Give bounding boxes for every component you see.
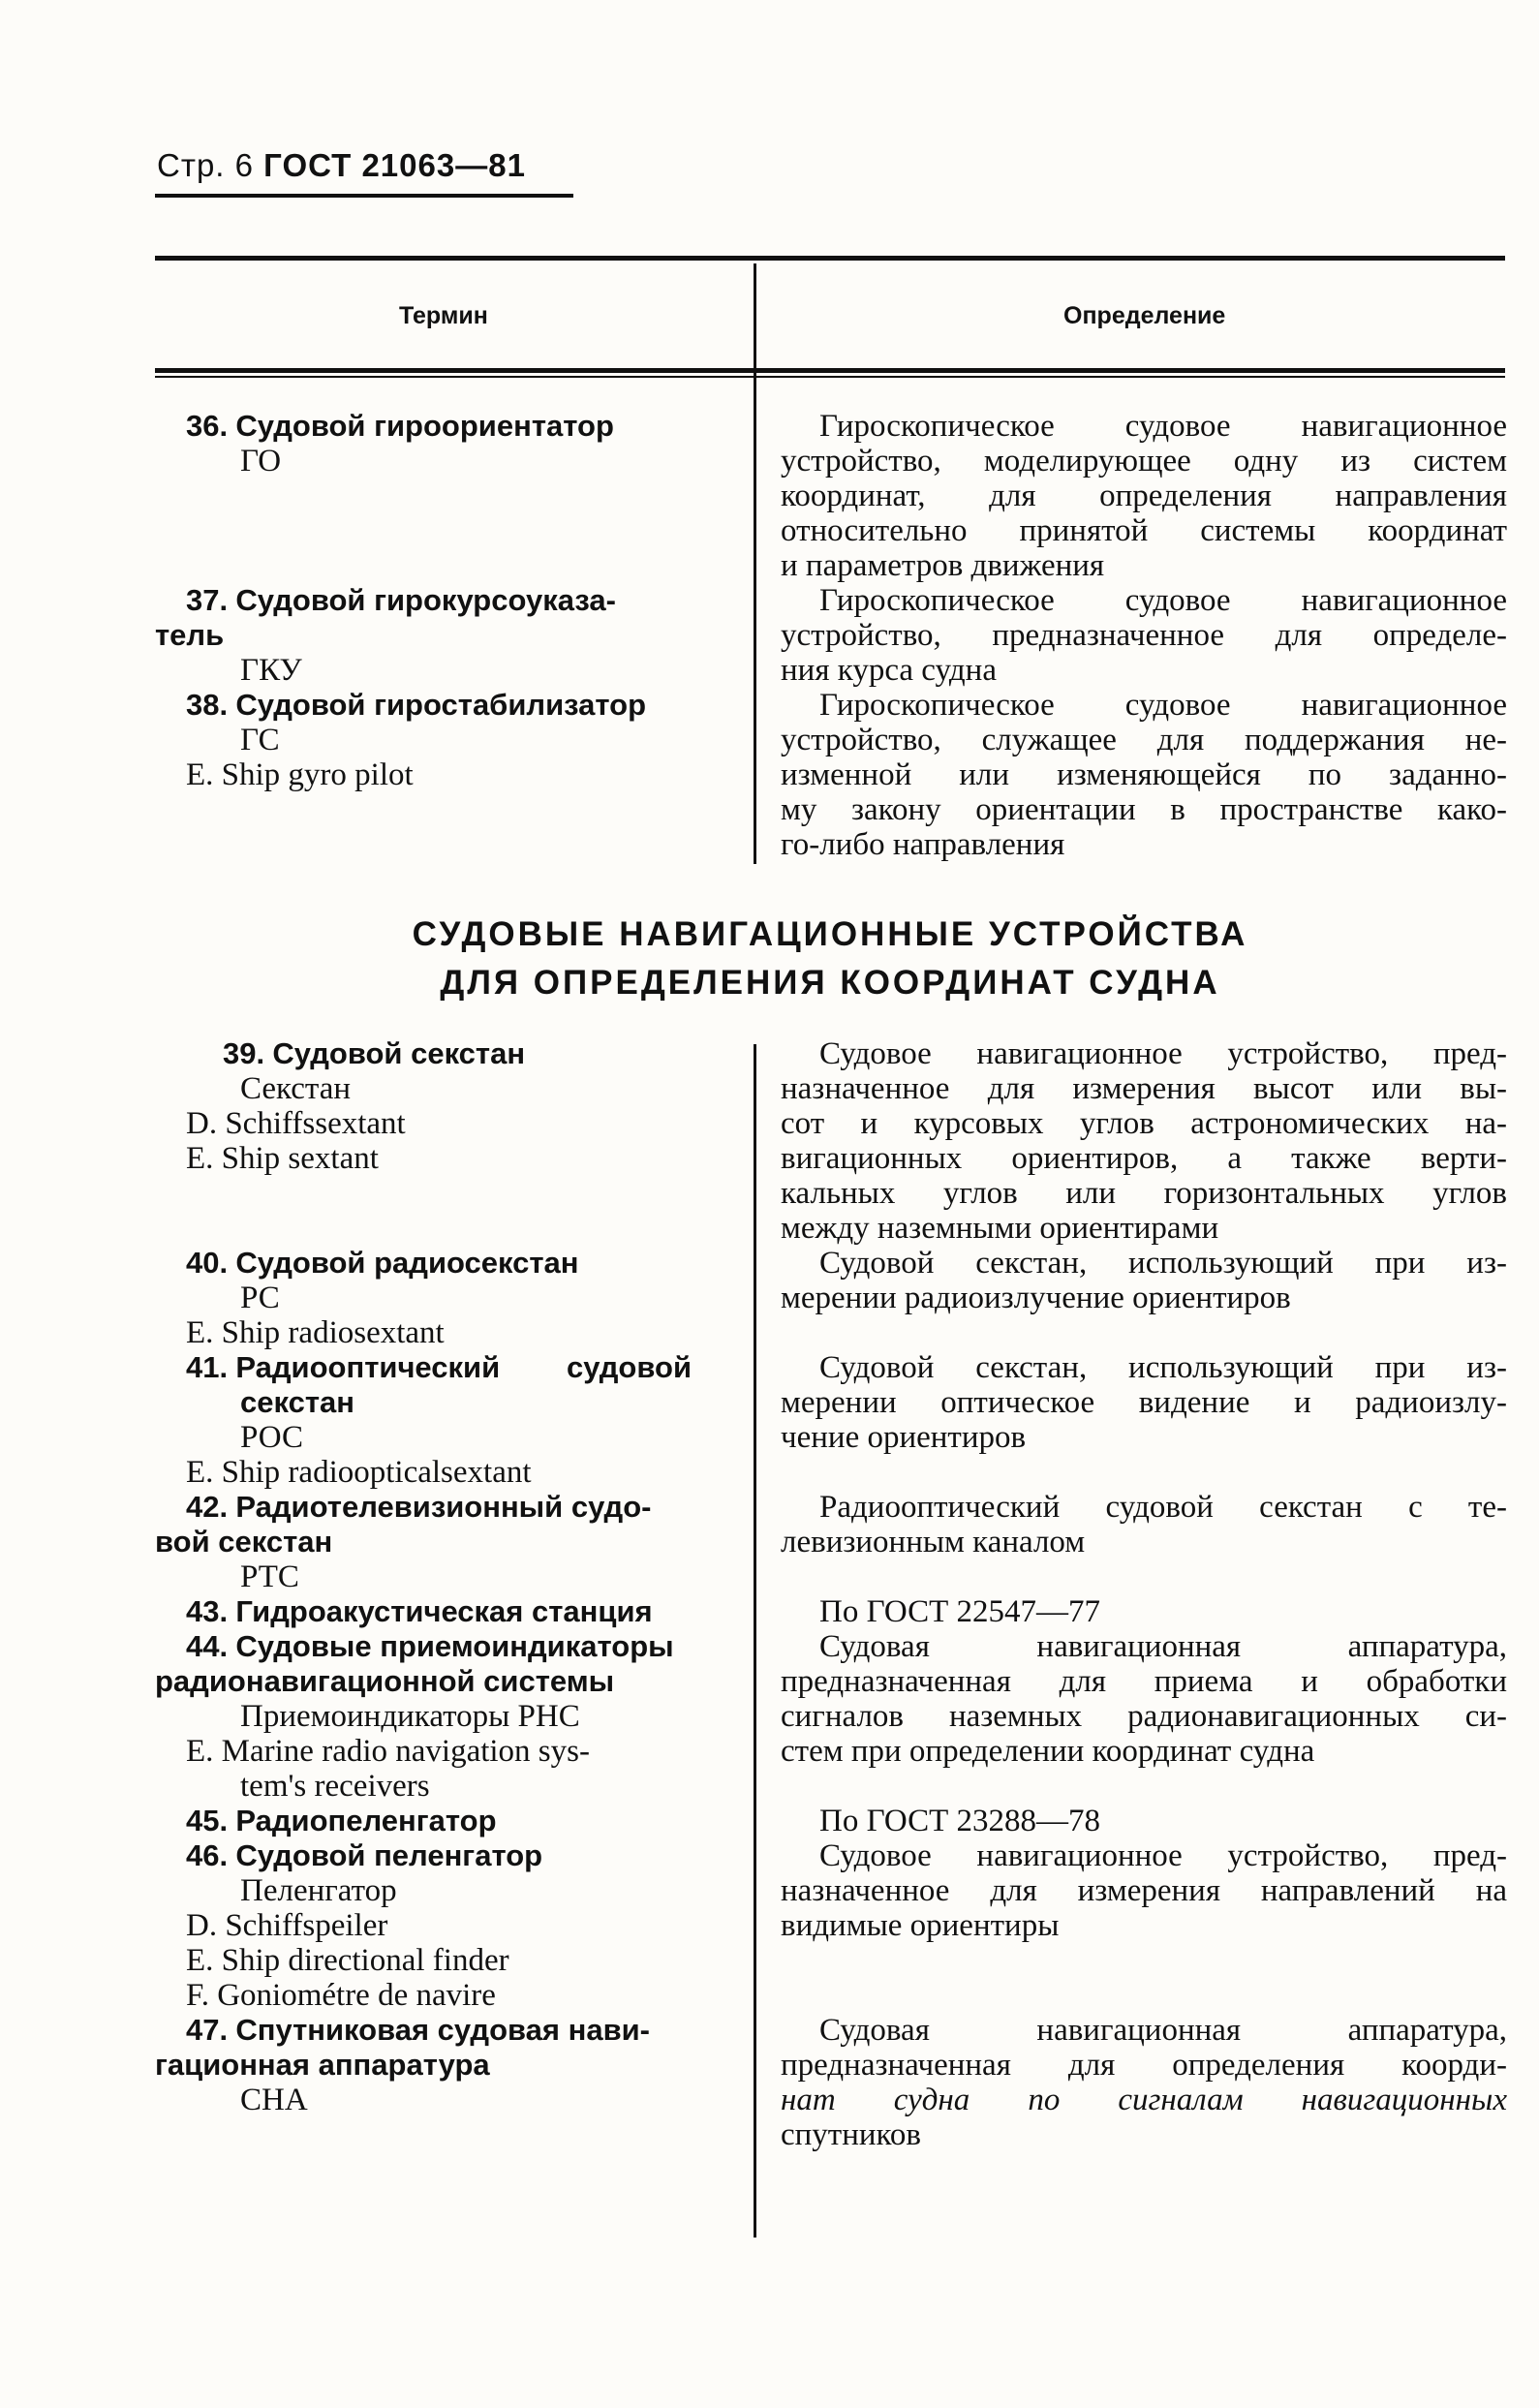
text-line: 41. (186, 1350, 229, 1384)
text-line: 44. (186, 1629, 229, 1663)
definition-46 (781, 1838, 1507, 1943)
text-line: Гироскопическое судовое навигационное (819, 583, 1507, 618)
term-42 (155, 1490, 652, 1594)
text-line (186, 688, 646, 723)
column-header-definition: Определение (1063, 302, 1226, 329)
abbr-38: ГС (240, 723, 280, 757)
page-number: Стр. 6 (157, 147, 254, 183)
text-line: между наземными ориентирами (781, 1211, 1219, 1246)
abbr-40: РС (240, 1281, 280, 1315)
text-line: стем при определении координат судна (781, 1734, 1315, 1769)
text-line (223, 1036, 525, 1071)
text-line: Судовой гироориентатор (235, 409, 614, 443)
term-41-label-part2: судовой (567, 1350, 692, 1384)
text-line: Судовая навигационная аппаратура, (819, 1629, 1507, 1664)
text-line (186, 1804, 497, 1838)
column-divider-upper (754, 263, 756, 864)
text-line: сигналов наземных радионавигационных си- (781, 1699, 1507, 1734)
term-40 (186, 1246, 579, 1350)
text-line: Судовые приемоиндикаторы (235, 1629, 674, 1663)
text-line: Судовой пеленгатор (235, 1838, 543, 1872)
text-line: левизионным каналом (781, 1525, 1086, 1559)
term-36 (186, 409, 614, 479)
text-line: Радиооптический судовой секстан с те- (819, 1490, 1507, 1525)
definition-41 (781, 1350, 1507, 1455)
abbr-36: ГО (240, 444, 282, 479)
text-line: сот и курсовых углов астрономических на- (781, 1106, 1507, 1141)
foreign-46-e: E. Ship directional finder (186, 1943, 509, 1978)
text-line (155, 1664, 674, 1699)
text-line: Судовой секстан (272, 1036, 526, 1070)
text-line: предназначенная для приема и обработки (781, 1664, 1507, 1699)
abbr-47: СНА (240, 2083, 308, 2117)
table-top-rule (155, 256, 1505, 261)
term-47 (155, 2013, 651, 2117)
text-line: По ГОСТ 22547—77 (819, 1594, 1100, 1629)
term-41-label-part1: Радиооптический (235, 1350, 501, 1384)
text-line: вигационных ориентиров, а также верти- (781, 1141, 1507, 1176)
text-line: видимые ориентиры (781, 1908, 1060, 1943)
text-line (155, 1525, 651, 1559)
text-line: му закону ориентации в пространстве како- (781, 792, 1507, 827)
text-line (186, 1350, 500, 1385)
text-line: Судовой гиростабилизатор (235, 688, 647, 722)
section-title (155, 911, 1505, 1007)
text-line: координат, для определения направления (781, 479, 1507, 513)
page-header (157, 147, 526, 184)
text-line: устройство, предназначенное для определе- (781, 618, 1507, 653)
foreign-41-e: E. Ship radioopticalsextant (186, 1455, 532, 1490)
term-43 (186, 1594, 653, 1629)
definition-47 (781, 2013, 1507, 2152)
foreign-46-d: D. Schiffspeiler (186, 1908, 388, 1943)
text-line: 40. (186, 1246, 229, 1280)
foreign-38-e: E. Ship gyro pilot (186, 757, 414, 792)
foreign-44-e-cont: tem's receivers (240, 1769, 430, 1804)
text-line: 47. (186, 2013, 229, 2047)
definition-36 (781, 409, 1507, 583)
abbr-41: РОС (240, 1420, 304, 1455)
text-line: Гироскопическое судовое навигационное (819, 409, 1507, 444)
text-line: Радиопеленгатор (235, 1804, 497, 1837)
text-line: ния курса судна (781, 653, 997, 688)
text-line: Судовое навигационное устройство, пред- (819, 1036, 1507, 1071)
definition-43 (781, 1594, 1507, 1629)
text-line: Судовой радиосекстан (235, 1246, 579, 1280)
text-line: назначенное для измерения направлений на (781, 1873, 1507, 1908)
text-line: 45. (186, 1804, 229, 1837)
definition-37 (781, 583, 1507, 688)
term-44 (155, 1629, 674, 1804)
text-line: радионавигационной системы (155, 1664, 615, 1698)
text-line: Судовой секстан, использующий при из- (819, 1246, 1507, 1281)
text-line (186, 1838, 542, 1873)
text-line: 42. (186, 1490, 229, 1524)
text-line: 38. (186, 688, 229, 722)
text-line: Гироскопическое судовое навигационное (819, 688, 1507, 723)
table-header-rule-thin (155, 376, 1505, 378)
text-line: изменной или изменяющейся по заданно- (781, 757, 1507, 792)
text-line (155, 618, 616, 653)
column-divider-lower (754, 1044, 756, 2238)
table-header-rule (155, 368, 1505, 373)
text-line: назначенное для измерения высот или вы- (781, 1071, 1507, 1106)
abbr-46: Пеленгатор (240, 1873, 397, 1908)
header-rule (155, 194, 573, 198)
foreign-40-e: E. Ship radiosextant (186, 1315, 445, 1350)
definition-40 (781, 1246, 1507, 1315)
text-line: спутников (781, 2117, 921, 2152)
definition-45 (781, 1804, 1507, 1838)
text-line: Судовой гирокурсоуказа- (235, 583, 616, 617)
text-line (155, 2048, 650, 2083)
term-39 (186, 1036, 526, 1176)
text-line (186, 1490, 651, 1525)
text-line: Радиотелевизионный судо- (235, 1490, 652, 1524)
text-line (186, 1629, 674, 1664)
foreign-46-f: F. Goniométre de navire (186, 1978, 496, 2013)
term-46 (186, 1838, 542, 2013)
definition-39 (781, 1036, 1507, 1246)
abbr-37: ГКУ (240, 653, 302, 688)
text-line: мерении радиоизлучение ориентиров (781, 1281, 1291, 1315)
text-line: Судовой секстан, использующий при из- (819, 1350, 1507, 1385)
text-line (186, 409, 614, 444)
definition-42 (781, 1490, 1507, 1559)
abbr-39: Секстан (240, 1071, 352, 1106)
text-line: Спутниковая судовая нави- (235, 2013, 651, 2047)
text-line: 39. (223, 1036, 265, 1070)
text-line: гационная аппаратура (155, 2048, 490, 2082)
text-line: Гидроакустическая станция (235, 1594, 653, 1628)
text-line: Судовая навигационная аппаратура, (819, 2013, 1507, 2048)
foreign-44-e: E. Marine radio navigation sys- (186, 1734, 590, 1769)
text-line: и параметров движения (781, 548, 1105, 583)
term-45 (186, 1804, 497, 1838)
text-line: чение ориентиров (781, 1420, 1027, 1455)
text-line (186, 2013, 650, 2048)
text-line: нат судна по сигналам навигационных (781, 2083, 1507, 2117)
text-line (186, 583, 616, 618)
foreign-39-d: D. Schiffssextant (186, 1106, 406, 1141)
text-line: секстан (240, 1385, 354, 1419)
section-title-line-2: ДЛЯ ОПРЕДЕЛЕНИЯ КООРДИНАТ СУДНА (440, 964, 1220, 1002)
column-header-term: Термин (399, 302, 488, 329)
text-line: 37. (186, 583, 229, 617)
abbr-42: РТС (240, 1559, 299, 1594)
term-41 (186, 1350, 692, 1490)
text-line: По ГОСТ 23288—78 (819, 1804, 1100, 1838)
standard-number: ГОСТ 21063—81 (263, 147, 526, 183)
term-38 (186, 688, 646, 792)
abbr-44: Приемоиндикаторы РНС (240, 1699, 580, 1734)
text-line (781, 2083, 1507, 2117)
text-line: 43. (186, 1594, 229, 1628)
text-line: го-либо направления (781, 827, 1065, 862)
text-line: 46. (186, 1838, 229, 1872)
text-line: устройство, служащее для поддержания не- (781, 723, 1507, 757)
text-line: Судовое навигационное устройство, пред- (819, 1838, 1507, 1873)
definition-44 (781, 1629, 1507, 1769)
text-line (186, 1385, 692, 1420)
term-37 (155, 583, 616, 688)
foreign-39-e: E. Ship sextant (186, 1141, 379, 1176)
text-line: кальных углов или горизонтальных углов (781, 1176, 1507, 1211)
text-line: тель (155, 618, 225, 652)
text-line (186, 1246, 579, 1281)
definition-38 (781, 688, 1507, 862)
text-line: устройство, моделирующее одну из систем (781, 444, 1507, 479)
section-title-line-1: СУДОВЫЕ НАВИГАЦИОННЫЕ УСТРОЙСТВА (412, 915, 1248, 953)
text-line: относительно принятой системы координат (781, 513, 1507, 548)
text-line: мерении оптическое видение и радиоизлу- (781, 1385, 1507, 1420)
text-line: 36. (186, 409, 229, 443)
text-line (186, 1350, 692, 1385)
text-line: вой секстан (155, 1525, 333, 1559)
text-line (186, 1594, 653, 1629)
text-line: предназначенная для определения коорди- (781, 2048, 1507, 2083)
